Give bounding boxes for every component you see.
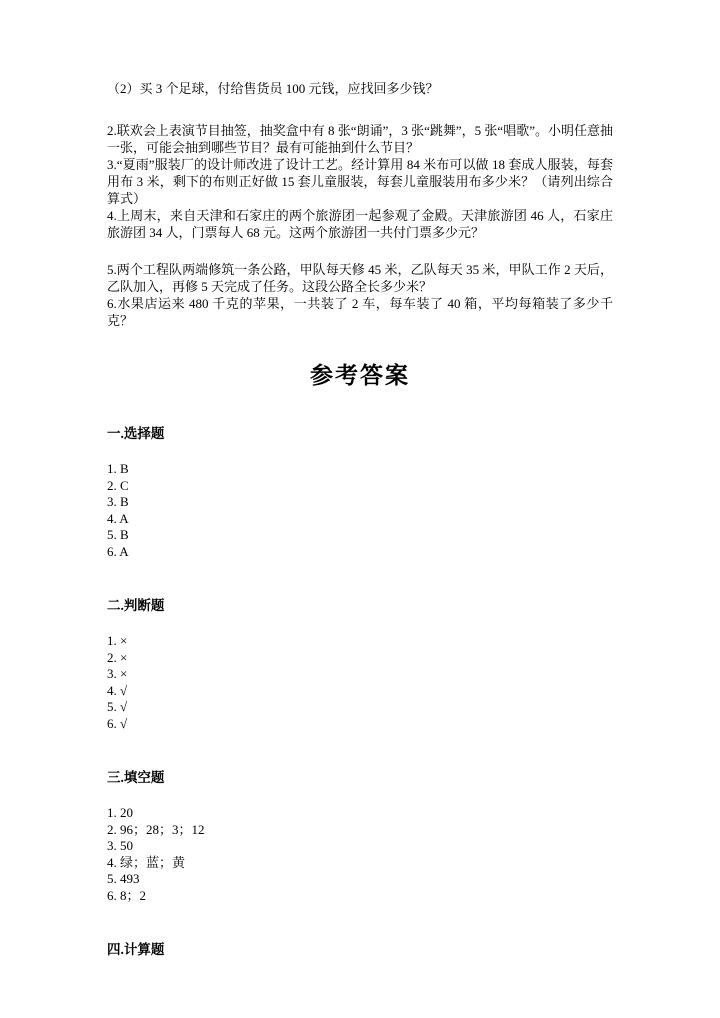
answer-item: 5. B [107, 527, 129, 542]
answer-item: 4. A [107, 510, 129, 526]
answers-heading: 参考答案 [310, 363, 410, 388]
question-6: 6.水果店运来 480 千克的苹果，一共装了 2 车，每车装了 40 箱，平均每箱装了多少千克？ [107, 296, 613, 328]
answer-item: 6. A [107, 543, 129, 559]
answer-item: 1. B [107, 461, 129, 476]
answer-item: 1. 20 [107, 805, 133, 820]
answer-item: 5. √ [107, 699, 128, 714]
question-5: 5.两个工程队两端修筑一条公路，甲队每天修 45 米，乙队每天 35 米，甲队工作 2 天后，乙队加入，再修 5 天完成了任务。这段公路全长多少米？ [107, 262, 613, 294]
answer-section-calc [107, 938, 613, 958]
answer-item: 6. 8；2 [107, 887, 147, 903]
answer-item: 5. 493 [107, 871, 140, 886]
answer-item: 2. C [107, 477, 129, 493]
answer-section-judge [107, 594, 613, 732]
answer-item: 3. B [107, 494, 129, 509]
answer-item: 4. 绿；蓝；黄 [107, 854, 186, 870]
answer-item: 2. 96；28；3；12 [107, 821, 205, 837]
answer-item: 3. × [107, 666, 128, 681]
section-title-fill: 三.填空题 [107, 770, 165, 785]
question-1-sub2: （2）买 3 个足球，付给售货员 100 元钱，应找回多少钱？ [107, 81, 439, 96]
answer-item: 4. √ [107, 682, 128, 698]
answer-item: 6. √ [107, 715, 128, 731]
answer-item: 3. 50 [107, 838, 133, 853]
section-title-judge: 二.判断题 [107, 598, 165, 613]
question-2: 2.联欢会上表演节目抽签，抽奖盒中有 8 张“朗诵”，3 张“跳舞”，5 张“唱歌”。小明任意抽一张，可能会抽到哪些节目？最有可能抽到什么节目？ [107, 123, 613, 155]
section-title-choice: 一.选择题 [107, 426, 165, 441]
question-3: 3.“夏雨”服装厂的设计师改进了设计工艺。经计算用 84 米布可以做 18 套成人服装，每套用布 3 米，剩下的布则正好做 15 套儿童服装，每套儿童服装用布多少米？（请列出综合算式） [107, 157, 613, 206]
answer-item: 2. × [107, 649, 128, 665]
answer-section-choice [107, 422, 613, 560]
question-list [107, 80, 613, 329]
answer-section-fill [107, 766, 613, 904]
section-title-calc: 四.计算题 [107, 942, 165, 957]
answer-item: 1. × [107, 633, 128, 648]
question-4: 4.上周末，来自天津和石家庄的两个旅游团一起参观了金殿。天津旅游团 46 人，石家庄旅游团 34 人，门票每人 68 元。这两个旅游团一共付门票多少元？ [107, 208, 613, 240]
